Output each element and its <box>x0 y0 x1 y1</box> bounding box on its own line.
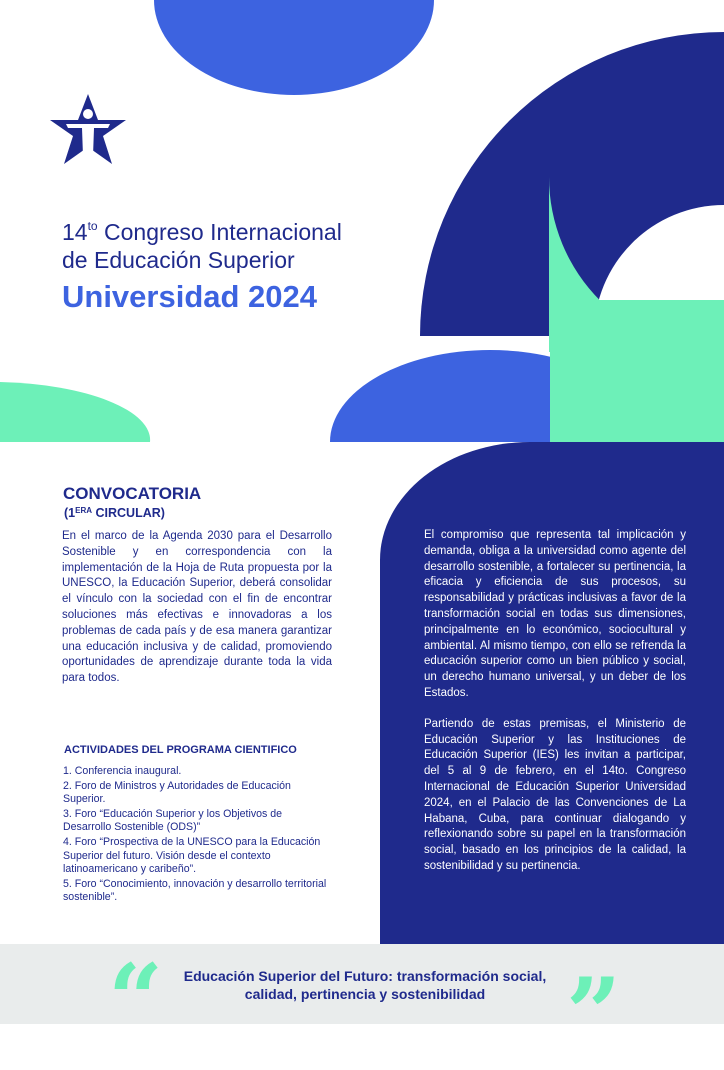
list-item: 3. Foro “Educación Superior y los Objetivos de Desarrollo Sostenible (ODS)” <box>63 807 283 834</box>
footer-line-1: Educación Superior del Futuro: transformación social, <box>183 968 547 984</box>
footer-line-2: calidad, pertinencia y sostenibilidad <box>244 986 486 1002</box>
activities-list <box>63 765 333 906</box>
title-line-1-text: Congreso Internacional <box>104 219 342 245</box>
subtitle-rest: CIRCULAR) <box>92 506 165 520</box>
list-item: 1. Conferencia inaugural. <box>63 765 182 777</box>
convocatoria-subtitle <box>64 506 165 520</box>
list-item: 2. Foro de Ministros y Autoridades de Educación Superior. <box>63 779 291 806</box>
top-blue-arc <box>154 0 434 95</box>
star-figure-logo-icon <box>46 92 130 172</box>
open-quote-icon: “ <box>108 943 164 1056</box>
footer-slogan <box>130 967 600 1003</box>
subtitle-sup: ERA <box>75 506 93 515</box>
right-column <box>424 528 686 890</box>
ordinal-suffix: to <box>87 219 98 233</box>
title-main: Universidad 2024 <box>62 279 318 314</box>
list-item: 5. Foro “Conocimiento, innovación y desarrollo territorial sostenible”. <box>63 877 327 904</box>
ordinal-number: 14 <box>62 219 88 245</box>
close-quote-icon: ” <box>566 957 622 1070</box>
list-item: 4. Foro “Prospectiva de la UNESCO para la Educación Superior del futuro. Visión desde el contexto latinoamericano y caribeño”. <box>63 835 321 876</box>
right-paragraph-2: Partiendo de estas premisas, el Ministerio de Educación Superior y las Instituciones de Educación Superior (IES) les invitan a participar, del 5 al 9 de febrero, en el 14to. Congreso Internacional de Educación Superior Universidad 2024, en el Palacio de las Convenciones de La Habana, Cuba, para continuar dialogando y reflexionando sobre su papel en la transformación social, basado en los principios de la calidad, la sostenibilidad y su pertinencia. <box>424 717 686 872</box>
title-line-1 <box>62 212 342 246</box>
activities-title: ACTIVIDADES DEL PROGRAMA CIENTIFICO <box>64 744 297 756</box>
convocatoria-paragraph: En el marco de la Agenda 2030 para el Desarrollo Sostenible y en correspondencia con la implementación de la Hoja de Ruta propuesta por la UNESCO, la Educación Superior, deberá consolidar el vínculo con la sociedad con el fin de encontrar soluciones más efectivas e innovadoras a los problemas de cada país y de esa manera garantizar una educación inclusiva y de calidad, promoviendo oportunidades de aprendizaje durante toda la vida para todos. <box>62 530 332 685</box>
subtitle-open: (1 <box>64 506 76 520</box>
title-block <box>62 212 342 317</box>
left-mint-arc <box>0 382 150 442</box>
title-line-2: de Educación Superior <box>62 247 295 273</box>
convocatoria-title: CONVOCATORIA <box>63 484 202 503</box>
right-paragraph-1: El compromiso que representa tal implicación y demanda, obliga a la universidad como agente del desarrollo sostenible, a fortalecer su pertinencia, la eficacia y eficiencia de sus procesos, su responsabilidad y prácticas inclusivas a favor de la transformación social en todas sus dimensiones, principalmente en lo económico, sociocultural y ambiental. Al mismo tiempo, con ello se refrenda la educación superior como un bien público y social, un derecho humano universal, y un deber de los Estados. <box>424 529 686 699</box>
